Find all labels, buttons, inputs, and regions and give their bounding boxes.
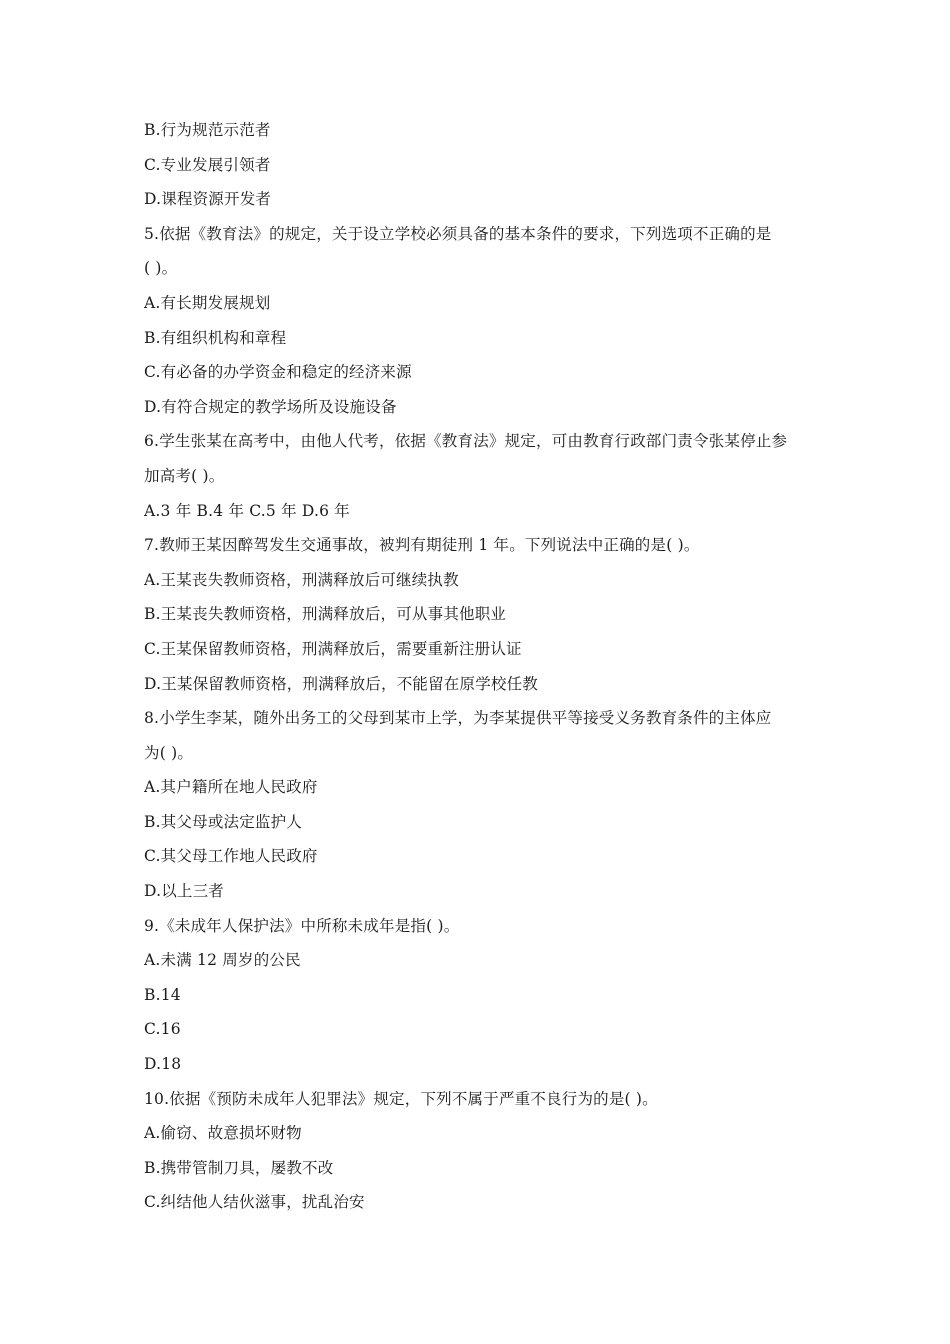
option-4d: D.课程资源开发者 <box>144 190 272 209</box>
option-4b: B.行为规范示范者 <box>144 121 271 139</box>
option-7d: D.王某保留教师资格，刑满释放后，不能留在原学校任教 <box>144 674 539 693</box>
option-10a: A.偷窃、故意损坏财物 <box>144 1124 302 1143</box>
option-5a: A.有长期发展规划 <box>144 293 271 312</box>
option-8c: C.其父母工作地人民政府 <box>144 847 318 866</box>
option-7a: A.王某丧失教师资格，刑满释放后可继续执教 <box>144 570 459 589</box>
option-9c: C.16 <box>144 1020 181 1039</box>
document-body <box>144 113 824 1220</box>
option-5d: D.有符合规定的教学场所及设施设备 <box>144 397 397 416</box>
option-9b: B.14 <box>144 985 181 1004</box>
option-9a: A.未满 12 周岁的公民 <box>144 951 301 970</box>
option-10c: C.纠结他人结伙滋事，扰乱治安 <box>144 1193 365 1212</box>
option-8a: A.其户籍所在地人民政府 <box>144 778 318 797</box>
question-6-cont: 加高考( )。 <box>144 466 225 485</box>
option-5b: B.有组织机构和章程 <box>144 328 287 347</box>
question-8-cont: 为( )。 <box>144 743 194 762</box>
option-8d: D.以上三者 <box>144 882 225 901</box>
option-8b: B.其父母或法定监护人 <box>144 812 303 831</box>
question-9: 9.《未成年人保护法》中所称未成年是指( )。 <box>144 916 460 935</box>
option-9d: D.18 <box>144 1055 182 1074</box>
option-5c: C.有必备的办学资金和稳定的经济来源 <box>144 363 412 382</box>
option-10b: B.携带管制刀具，屡教不改 <box>144 1158 334 1177</box>
option-4c: C.专业发展引领者 <box>144 155 271 174</box>
question-5-cont: ( )。 <box>144 259 178 278</box>
question-10: 10.依据《预防未成年人犯罪法》规定，下列不属于严重不良行为的是( )。 <box>144 1089 658 1108</box>
question-6: 6.学生张某在高考中，由他人代考，依据《教育法》规定，可由教育行政部门责令张某停止参 <box>144 432 788 451</box>
question-8: 8.小学生李某，随外出务工的父母到某市上学，为李某提供平等接受义务教育条件的主体应 <box>144 709 772 728</box>
option-7c: C.王某保留教师资格，刑满释放后，需要重新注册认证 <box>144 639 522 658</box>
question-5: 5.依据《教育法》的规定，关于设立学校必须具备的基本条件的要求，下列选项不正确的是 <box>144 224 772 243</box>
question-7: 7.教师王某因醉驾发生交通事故，被判有期徒刑 1 年。下列说法中正确的是( )。 <box>144 536 700 555</box>
option-7b: B.王某丧失教师资格，刑满释放后，可从事其他职业 <box>144 605 507 624</box>
options-6: A.3 年 B.4 年 C.5 年 D.6 年 <box>144 501 351 520</box>
